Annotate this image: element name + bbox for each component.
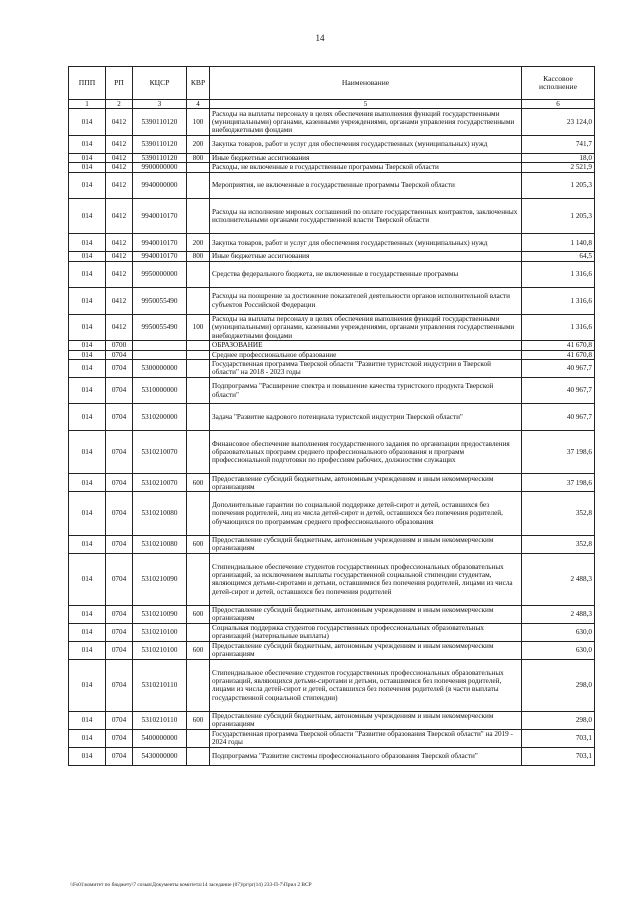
cell-kcsr: 5310200000	[133, 404, 187, 431]
cell-kcsr: 5310210110	[133, 659, 187, 711]
cell-ppp: 014	[69, 711, 106, 729]
cell-ppp: 014	[69, 430, 106, 474]
table-row	[69, 314, 595, 341]
cell-amount: 40 967,7	[522, 404, 595, 431]
cell-amount: 2 488,3	[522, 553, 595, 605]
cell-ppp: 014	[69, 659, 106, 711]
cell-kvr	[187, 659, 210, 711]
cell-ppp: 014	[69, 404, 106, 431]
cell-amount: 64,5	[522, 252, 595, 261]
table-row	[69, 163, 595, 172]
table-row	[69, 199, 595, 234]
cell-kvr	[187, 341, 210, 350]
budget-table	[68, 66, 595, 766]
cell-amount: 352,8	[522, 535, 595, 553]
cell-amount: 23 124,0	[522, 109, 595, 136]
cell-amount: 352,8	[522, 492, 595, 536]
cell-ppp: 014	[69, 605, 106, 623]
cell-amount: 703,1	[522, 747, 595, 765]
cell-kvr	[187, 261, 210, 288]
cell-ppp: 014	[69, 377, 106, 404]
cell-amount: 41 670,8	[522, 341, 595, 350]
cell-ppp: 014	[69, 234, 106, 252]
header-kvr: КВР	[187, 67, 210, 100]
cell-name: Расходы на исполнение мировых соглашений по оплате государственных контрактов, заключенных исполнительными органами государственной власти Тверской области	[210, 199, 522, 234]
cell-kvr: 200	[187, 135, 210, 153]
cell-amount: 1 205,3	[522, 172, 595, 199]
cell-kvr	[187, 747, 210, 765]
cell-ppp: 014	[69, 172, 106, 199]
column-number: 6	[522, 100, 595, 109]
cell-rp: 0704	[106, 641, 133, 659]
cell-amount: 741,7	[522, 135, 595, 153]
cell-kcsr	[133, 341, 187, 350]
cell-kvr	[187, 359, 210, 377]
cell-rp: 0412	[106, 234, 133, 252]
cell-kvr	[187, 404, 210, 431]
cell-ppp: 014	[69, 641, 106, 659]
page-number: 14	[315, 33, 325, 43]
cell-name: Мероприятия, не включенные в государственные программы Тверской области	[210, 172, 522, 199]
cell-amount: 1 316,6	[522, 261, 595, 288]
cell-ppp: 014	[69, 163, 106, 172]
cell-name: Предоставление субсидий бюджетным, автономным учреждениям и иным некоммерческим организациям	[210, 641, 522, 659]
cell-ppp: 014	[69, 747, 106, 765]
cell-rp: 0704	[106, 430, 133, 474]
cell-kvr: 600	[187, 641, 210, 659]
table-row	[69, 359, 595, 377]
cell-amount: 630,0	[522, 623, 595, 641]
cell-ppp: 014	[69, 492, 106, 536]
cell-rp: 0412	[106, 199, 133, 234]
table-row	[69, 623, 595, 641]
cell-kvr: 200	[187, 234, 210, 252]
cell-amount: 2 488,3	[522, 605, 595, 623]
cell-ppp: 014	[69, 261, 106, 288]
header-ppp: ППП	[69, 67, 106, 100]
cell-ppp: 014	[69, 341, 106, 350]
cell-kcsr: 5310210080	[133, 535, 187, 553]
cell-kcsr: 5390110120	[133, 109, 187, 136]
cell-name: Задача "Развитие кадрового потенциала туристской индустрии Тверской области"	[210, 404, 522, 431]
cell-rp: 0704	[106, 377, 133, 404]
cell-kvr: 600	[187, 605, 210, 623]
cell-kvr: 100	[187, 109, 210, 136]
cell-kcsr: 5390110120	[133, 153, 187, 162]
cell-name: Государственная программа Тверской области "Развитие образования Тверской области" на 2019 - 2024 годы	[210, 729, 522, 747]
header-amount: Кассовое исполнение	[522, 67, 595, 100]
table-row	[69, 404, 595, 431]
table-row	[69, 553, 595, 605]
cell-rp: 0704	[106, 359, 133, 377]
cell-ppp: 014	[69, 553, 106, 605]
cell-ppp: 014	[69, 359, 106, 377]
cell-rp: 0704	[106, 492, 133, 536]
cell-rp: 0704	[106, 350, 133, 359]
cell-ppp: 014	[69, 729, 106, 747]
column-number: 3	[133, 100, 187, 109]
table-row	[69, 377, 595, 404]
cell-amount: 40 967,7	[522, 377, 595, 404]
cell-ppp: 014	[69, 288, 106, 315]
cell-amount: 298,0	[522, 659, 595, 711]
table-row	[69, 350, 595, 359]
cell-name: Стипендиальное обеспечение студентов государственных профессиональных образовательных организаций, являющихся детьми-сиротами и детьми, оставшимися без попечения родителей, лицами из числа детей-сирот и детей, оставшихся без попечения родителей (в части выплаты государственной социальной стипендии)	[210, 659, 522, 711]
cell-rp: 0704	[106, 747, 133, 765]
header-kcsr: КЦСР	[133, 67, 187, 100]
cell-rp: 0704	[106, 535, 133, 553]
cell-kcsr: 5310210080	[133, 492, 187, 536]
cell-amount: 18,0	[522, 153, 595, 162]
cell-ppp: 014	[69, 252, 106, 261]
cell-rp: 0412	[106, 109, 133, 136]
cell-name: Расходы на выплаты персоналу в целях обеспечения выполнения функций государственными (муниципальными) органами, казенными учреждениями, органами управления государственными внебюджетными фондами	[210, 314, 522, 341]
cell-rp: 0704	[106, 553, 133, 605]
cell-kvr: 600	[187, 711, 210, 729]
column-number: 5	[210, 100, 522, 109]
cell-amount: 703,1	[522, 729, 595, 747]
cell-name: Расходы, не включенные в государственные программы Тверской области	[210, 163, 522, 172]
cell-amount: 1 140,8	[522, 234, 595, 252]
cell-amount: 630,0	[522, 641, 595, 659]
header-row	[69, 67, 595, 100]
cell-kcsr: 5310000000	[133, 377, 187, 404]
cell-kvr	[187, 288, 210, 315]
table-row	[69, 288, 595, 315]
table-row	[69, 711, 595, 729]
header-name: Наименование	[210, 67, 522, 100]
table-row	[69, 430, 595, 474]
cell-name: Предоставление субсидий бюджетным, автономным учреждениям и иным некоммерческим организациям	[210, 605, 522, 623]
cell-amount: 1 316,6	[522, 288, 595, 315]
cell-name: Финансовое обеспечение выполнения государственного задания по организации предоставления образовательных программ среднего профессионального образования и программ профессиональной подготовки по профессиям рабочих, должностям служащих	[210, 430, 522, 474]
cell-ppp: 014	[69, 153, 106, 162]
cell-name: Среднее профессиональное образование	[210, 350, 522, 359]
cell-name: Расходы на поощрение за достижение показателей деятельности органов исполнительной власти субъектов Российской Федерации	[210, 288, 522, 315]
table-row	[69, 535, 595, 553]
cell-kcsr: 5300000000	[133, 359, 187, 377]
table-row	[69, 641, 595, 659]
cell-rp: 0704	[106, 605, 133, 623]
cell-amount: 37 198,6	[522, 474, 595, 492]
cell-kvr	[187, 553, 210, 605]
cell-amount: 40 967,7	[522, 359, 595, 377]
cell-kcsr: 9950055490	[133, 288, 187, 315]
table-row	[69, 492, 595, 536]
cell-amount: 41 670,8	[522, 350, 595, 359]
cell-rp: 0704	[106, 474, 133, 492]
cell-kcsr: 9940010170	[133, 252, 187, 261]
table-row	[69, 252, 595, 261]
cell-name: Стипендиальное обеспечение студентов государственных профессиональных образовательных организаций, за исключением выплаты государственной социальной стипендии студентам, являющимся детьми-сиротами и детьми, оставшимися без попечения родителей, лицами из числа детей-сирот и детей, оставшихся без попечения родителей	[210, 553, 522, 605]
cell-name: Расходы на выплаты персоналу в целях обеспечения выполнения функций государственными (муниципальными) органами, казенными учреждениями, органами управления государственными внебюджетными фондами	[210, 109, 522, 136]
table-row	[69, 135, 595, 153]
cell-name: Государственная программа Тверской области "Развитие туристской индустрии в Тверской области" на 2018 - 2023 годы	[210, 359, 522, 377]
cell-rp: 0412	[106, 172, 133, 199]
cell-kcsr: 5310210100	[133, 623, 187, 641]
cell-ppp: 014	[69, 109, 106, 136]
cell-rp: 0412	[106, 153, 133, 162]
cell-kcsr: 5310210090	[133, 605, 187, 623]
cell-name: Закупка товаров, работ и услуг для обеспечения государственных (муниципальных) нужд	[210, 234, 522, 252]
cell-kvr	[187, 350, 210, 359]
cell-kcsr: 9940000000	[133, 172, 187, 199]
table-row	[69, 659, 595, 711]
cell-name: Подпрограмма "Расширение спектра и повышение качества туристского продукта Тверской области"	[210, 377, 522, 404]
cell-kvr	[187, 729, 210, 747]
cell-amount: 1 205,3	[522, 199, 595, 234]
cell-rp: 0412	[106, 252, 133, 261]
cell-kcsr: 5310210110	[133, 711, 187, 729]
file-path-footer: \\Fs01\комитет по бюджету\7 созыв\Документы комитета\14 заседание (07)\pr\pr(14) 233-П-7\Прил 2 ВСР	[70, 882, 312, 888]
table-row	[69, 729, 595, 747]
cell-rp: 0704	[106, 404, 133, 431]
cell-name: Подпрограмма "Развитие системы профессионального образования Тверской области"	[210, 747, 522, 765]
cell-rp: 0704	[106, 729, 133, 747]
cell-name: Предоставление субсидий бюджетным, автономным учреждениям и иным некоммерческим организациям	[210, 711, 522, 729]
cell-kvr	[187, 172, 210, 199]
cell-name: Иные бюджетные ассигнования	[210, 252, 522, 261]
table-row	[69, 747, 595, 765]
table-row	[69, 109, 595, 136]
cell-rp: 0412	[106, 261, 133, 288]
cell-kvr: 800	[187, 252, 210, 261]
cell-kvr	[187, 492, 210, 536]
table-row	[69, 605, 595, 623]
table-row	[69, 153, 595, 162]
cell-name: ОБРАЗОВАНИЕ	[210, 341, 522, 350]
cell-kcsr: 5310210100	[133, 641, 187, 659]
cell-rp: 0700	[106, 341, 133, 350]
cell-amount: 1 316,6	[522, 314, 595, 341]
cell-rp: 0412	[106, 288, 133, 315]
cell-kcsr: 5430000000	[133, 747, 187, 765]
cell-kvr: 100	[187, 314, 210, 341]
cell-name: Дополнительные гарантии по социальной поддержке детей-сирот и детей, оставшихся без попечения родителей, лиц из числа детей-сирот и детей, оставшихся без попечения родителей, обучающихся по программам среднего профессионального образования	[210, 492, 522, 536]
cell-rp: 0704	[106, 711, 133, 729]
cell-kcsr: 9940010170	[133, 234, 187, 252]
cell-kvr	[187, 623, 210, 641]
cell-ppp: 014	[69, 474, 106, 492]
table-row	[69, 474, 595, 492]
cell-kcsr: 9950000000	[133, 261, 187, 288]
cell-kvr: 600	[187, 474, 210, 492]
cell-name: Предоставление субсидий бюджетным, автономным учреждениям и иным некоммерческим организациям	[210, 535, 522, 553]
cell-kcsr: 9950055490	[133, 314, 187, 341]
cell-kcsr: 9900000000	[133, 163, 187, 172]
cell-rp: 0704	[106, 659, 133, 711]
cell-kvr	[187, 163, 210, 172]
cell-rp: 0704	[106, 623, 133, 641]
cell-kcsr: 5400000000	[133, 729, 187, 747]
column-number-row	[69, 100, 595, 109]
table-row	[69, 261, 595, 288]
cell-name: Иные бюджетные ассигнования	[210, 153, 522, 162]
cell-ppp: 014	[69, 199, 106, 234]
table-row	[69, 234, 595, 252]
cell-name: Закупка товаров, работ и услуг для обеспечения государственных (муниципальных) нужд	[210, 135, 522, 153]
cell-kcsr: 5310210070	[133, 474, 187, 492]
cell-kcsr: 9940010170	[133, 199, 187, 234]
column-number: 2	[106, 100, 133, 109]
cell-ppp: 014	[69, 623, 106, 641]
cell-name: Средства федерального бюджета, не включенные в государственные программы	[210, 261, 522, 288]
cell-ppp: 014	[69, 535, 106, 553]
cell-kcsr: 5310210090	[133, 553, 187, 605]
cell-rp: 0412	[106, 314, 133, 341]
cell-kvr	[187, 377, 210, 404]
column-number: 1	[69, 100, 106, 109]
cell-kcsr: 5310210070	[133, 430, 187, 474]
cell-kcsr	[133, 350, 187, 359]
cell-amount: 37 198,6	[522, 430, 595, 474]
column-number: 4	[187, 100, 210, 109]
cell-rp: 0412	[106, 163, 133, 172]
header-rp: РП	[106, 67, 133, 100]
cell-kvr	[187, 199, 210, 234]
cell-kvr: 600	[187, 535, 210, 553]
cell-name: Социальная поддержка студентов государственных профессиональных образовательных организаций (материальные выплаты)	[210, 623, 522, 641]
cell-kvr: 800	[187, 153, 210, 162]
table-row	[69, 172, 595, 199]
cell-amount: 298,0	[522, 711, 595, 729]
cell-ppp: 014	[69, 135, 106, 153]
cell-amount: 2 521,9	[522, 163, 595, 172]
table-row	[69, 341, 595, 350]
cell-ppp: 014	[69, 350, 106, 359]
cell-kcsr: 5390110120	[133, 135, 187, 153]
cell-kvr	[187, 430, 210, 474]
cell-rp: 0412	[106, 135, 133, 153]
cell-ppp: 014	[69, 314, 106, 341]
cell-name: Предоставление субсидий бюджетным, автономным учреждениям и иным некоммерческим организациям	[210, 474, 522, 492]
